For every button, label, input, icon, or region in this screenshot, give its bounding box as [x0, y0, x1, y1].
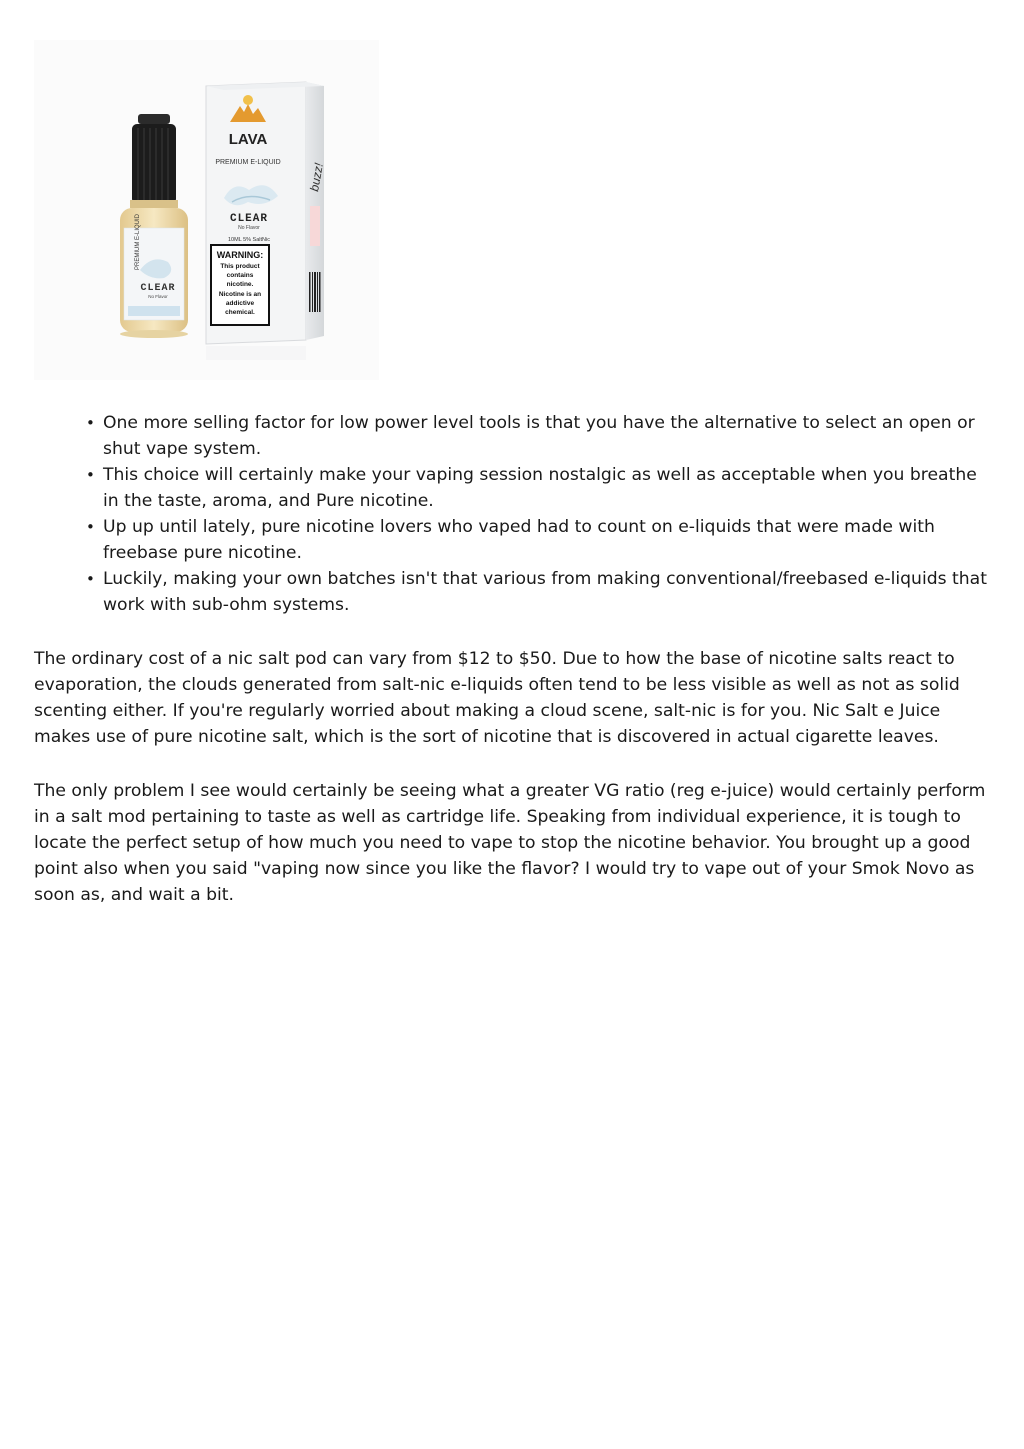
paragraph: The only problem I see would certainly be seeing what a greater VG ratio (reg e-juice) would certainly perform in a salt mod pertaining to taste as well as cartridge life. Speaking from individual experience, it is tough to locate the perfect setup of how much you need to vape to stop the nicotine behavior. You brought up a good point also when you said "vaping now since you like the flavor? I would try to vape out of your Smok Novo as soon as, and wait a bit. — [34, 781, 986, 905]
paragraph: The ordinary cost of a nic salt pod can vary from $12 to $50. Due to how the base of nicotine salts react to evaporation, the clouds generated from salt-nic e-liquids often tend to be less visible as well as not as solid scenting either. If you're regularly worried about making a cloud scene, salt-nic is for you. Nic Salt e Juice makes use of pure nicotine salt, which is the sort of nicotine that is discovered in actual cigarette leaves. — [34, 649, 960, 747]
side-red-label — [310, 206, 320, 246]
bottle-flavor: CLEAR — [140, 283, 176, 294]
bullet-list — [86, 410, 996, 618]
warning-line: Nicotine is an — [218, 291, 262, 298]
side-brand: buzz! — [307, 161, 326, 193]
list-item: • Up up until lately, pure nicotine lovers who vaped had to count on e-liquids that were made with freebase pure nicotine. — [86, 514, 996, 566]
list-item: • Luckily, making your own batches isn't that various from making conventional/freebased e-liquids that work with sub-ohm systems. — [86, 566, 996, 618]
product-image — [34, 40, 379, 380]
warning-line: nicotine. — [226, 281, 254, 288]
warning-line: addictive — [225, 300, 255, 307]
warning-line: This product — [220, 263, 260, 270]
box-flavor: CLEAR — [229, 213, 269, 225]
warning-line: chemical. — [225, 309, 255, 316]
box-spec: 10ML 5% SaltNic — [228, 237, 270, 243]
bottle-flavor-sub: No Flavor — [148, 294, 168, 299]
box-product-line: PREMIUM E-LIQUID — [215, 159, 281, 166]
warning-title: WARNING: — [216, 250, 264, 260]
bottle-product-line: PREMIUM E-LIQUID — [135, 213, 141, 270]
list-item: • One more selling factor for low power level tools is that you have the alternative to select an open or shut vape system. — [86, 410, 996, 462]
list-item: • This choice will certainly make your vaping session nostalgic as well as acceptable when you breathe in the taste, aroma, and Pure nicotine. — [86, 462, 996, 514]
box-flavor-sub: No Flavor — [238, 225, 260, 231]
warning-line: contains — [226, 272, 254, 279]
box-brand: LAVA — [228, 131, 268, 148]
product-box — [206, 82, 326, 360]
